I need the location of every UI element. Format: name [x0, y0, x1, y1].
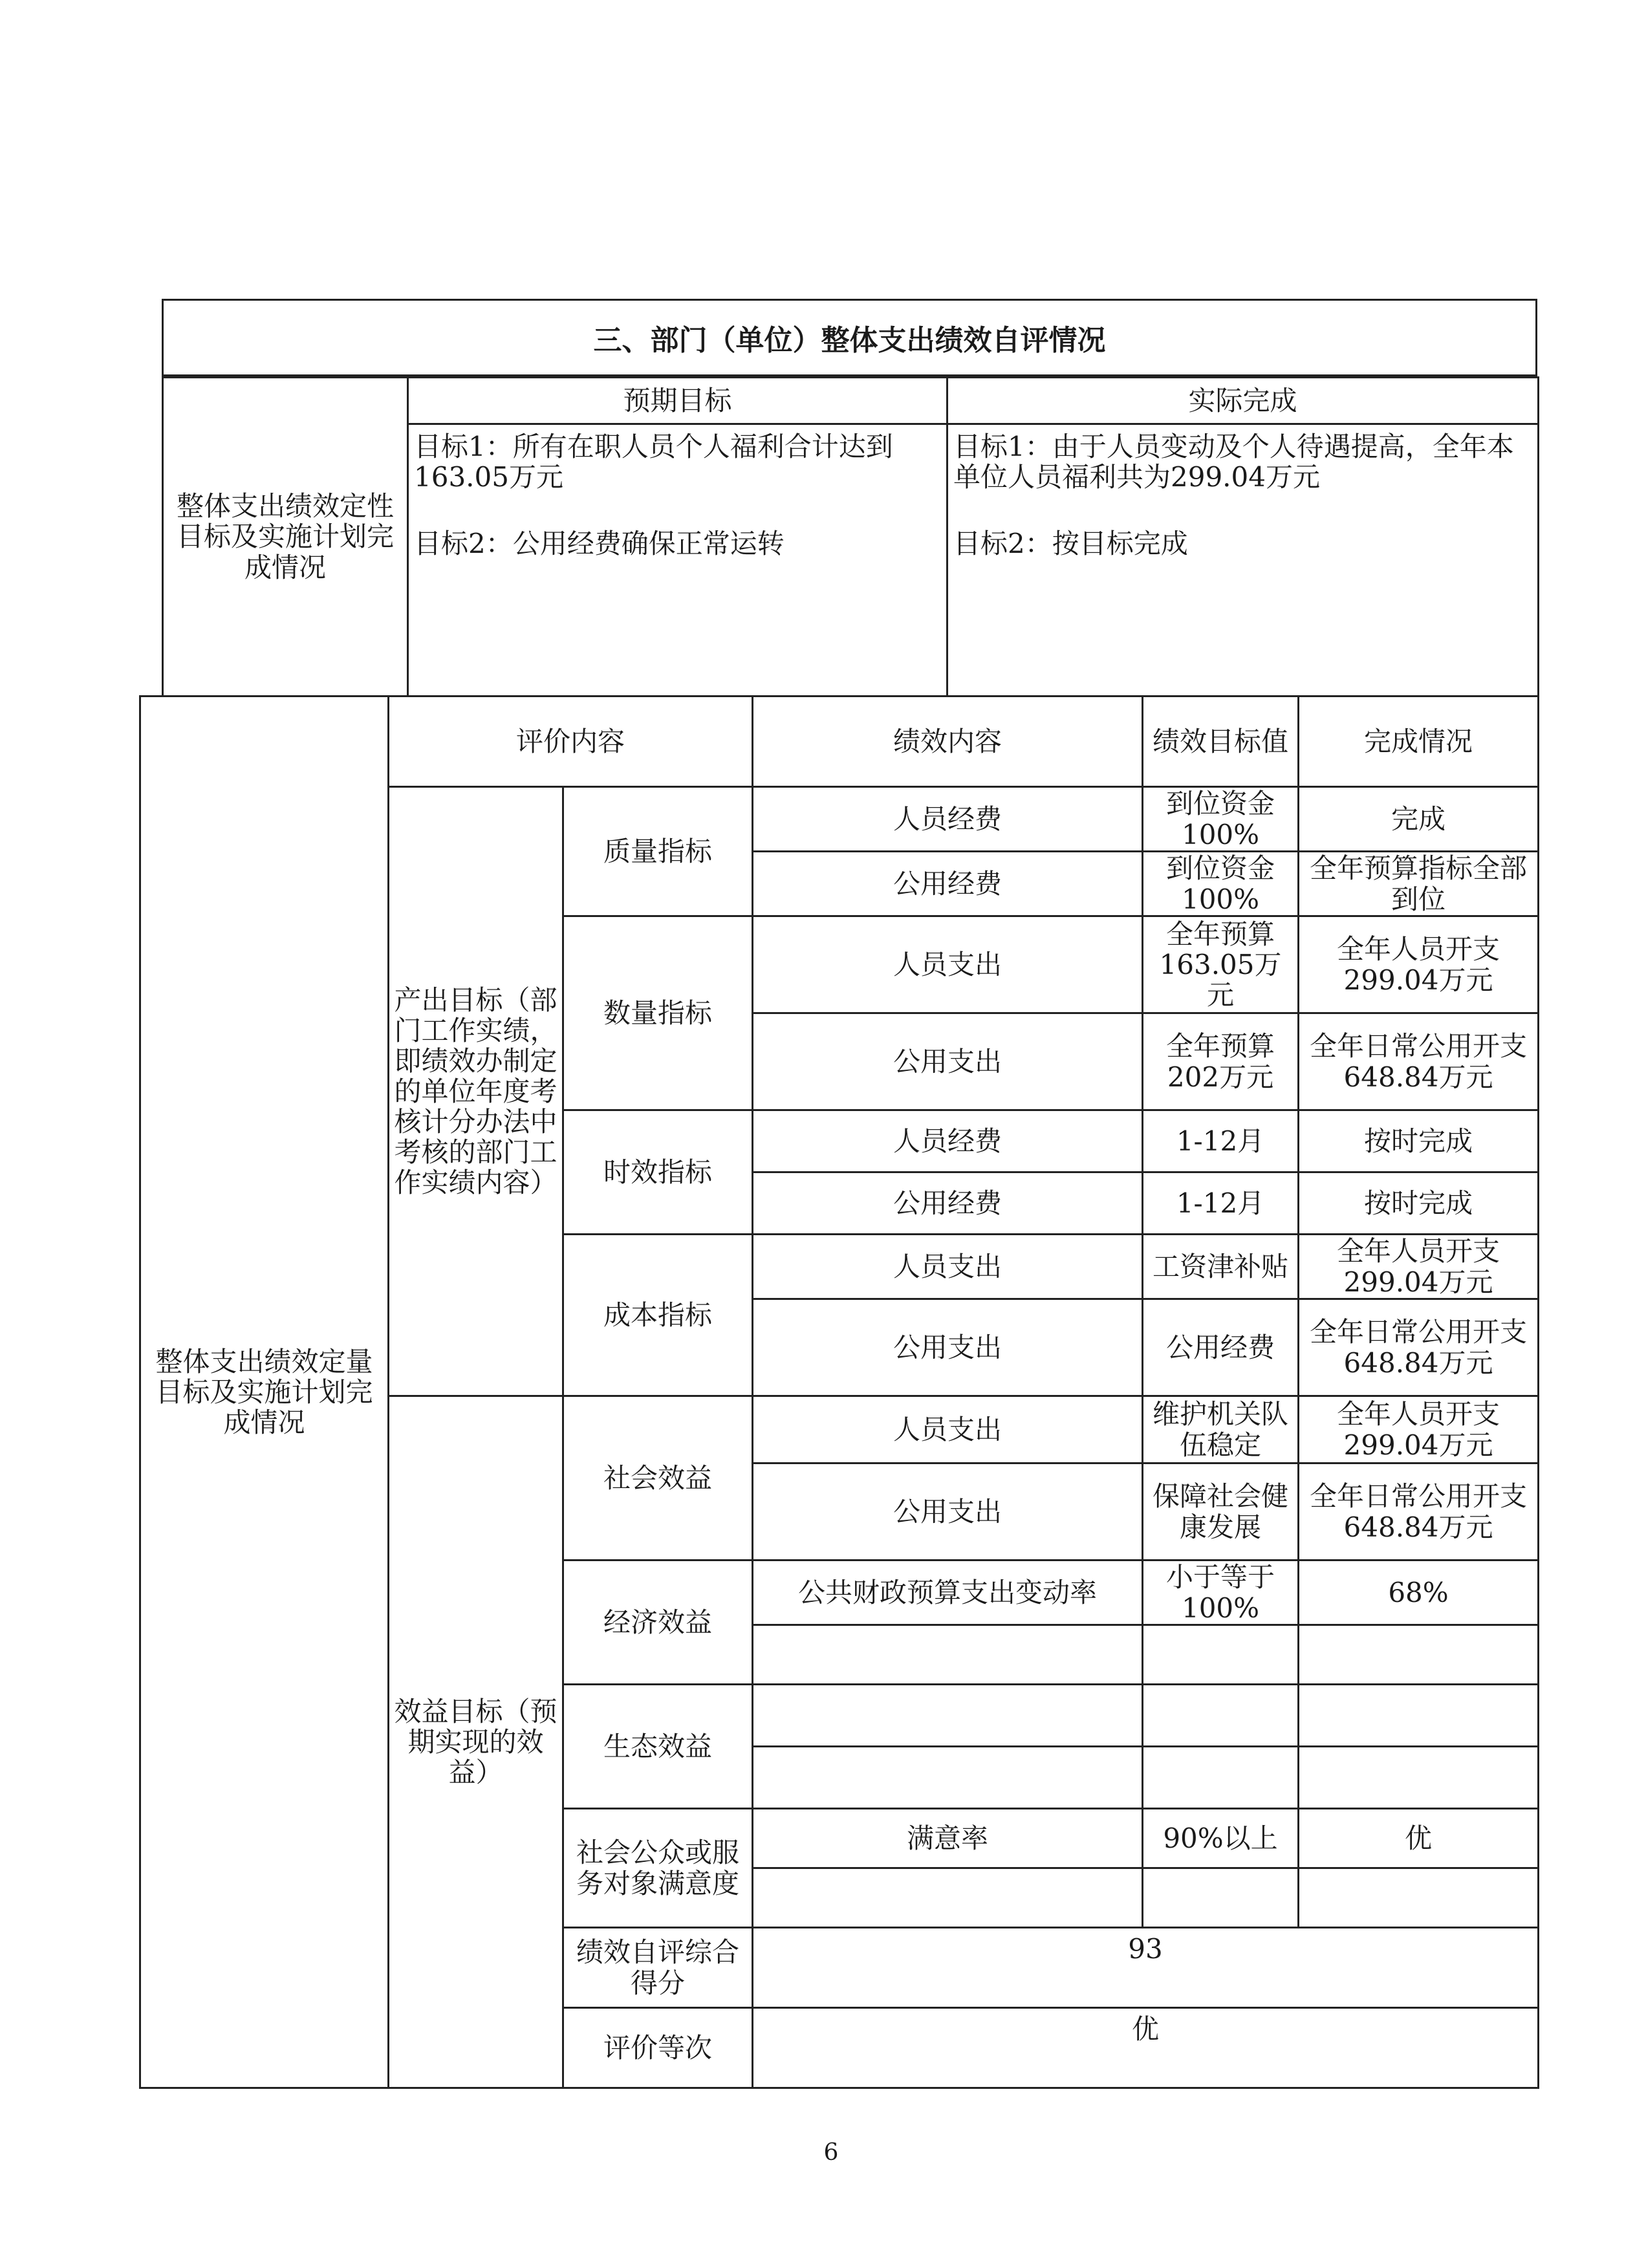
- target-value-header: 绩效目标值: [1143, 697, 1299, 787]
- timeliness-indicator-label: 时效指标: [563, 1110, 753, 1235]
- cost-indicator-label: 成本指标: [563, 1235, 753, 1396]
- grade-value: 优: [753, 2008, 1539, 2088]
- table-cell: 全年预算202万元: [1143, 1013, 1299, 1110]
- table-cell: 小于等于100%: [1143, 1561, 1299, 1625]
- table-cell: 人员经费: [753, 787, 1143, 852]
- table-cell: 人员经费: [753, 1110, 1143, 1172]
- table-cell: 全年预算163.05万元: [1143, 916, 1299, 1013]
- table-cell: 全年日常公用开支648.84万元: [1299, 1299, 1539, 1396]
- table-cell: 到位资金100%: [1143, 787, 1299, 852]
- quantitative-row-label: 整体支出绩效定量目标及实施计划完成情况: [140, 697, 389, 2088]
- table-cell: 到位资金100%: [1143, 852, 1299, 916]
- table-cell: 按时完成: [1299, 1172, 1539, 1235]
- table-cell: [1299, 1685, 1539, 1747]
- actual-completion-header: 实际完成: [947, 378, 1539, 424]
- table-cell: 工资津补贴: [1143, 1235, 1299, 1299]
- table-cell: 全年日常公用开支648.84万元: [1299, 1463, 1539, 1561]
- table-cell: 全年人员开支299.04万元: [1299, 916, 1539, 1013]
- table-cell: 68%: [1299, 1561, 1539, 1625]
- table-cell: [1143, 1685, 1299, 1747]
- table-cell: 公用支出: [753, 1463, 1143, 1561]
- table-cell: 人员支出: [753, 916, 1143, 1013]
- section-title-table: [162, 299, 1537, 376]
- table-cell: 人员支出: [753, 1396, 1143, 1463]
- score-value: 93: [753, 1928, 1539, 2008]
- quality-indicator-label: 质量指标: [563, 787, 753, 916]
- table-cell: 满意率: [753, 1809, 1143, 1868]
- table-cell: [753, 1747, 1143, 1809]
- table-cell: 公用经费: [753, 1172, 1143, 1235]
- quantitative-goals-table: [139, 695, 1539, 2089]
- output-goal-label: 产出目标（部门工作实绩，即绩效办制定的单位年度考核计分办法中考核的部门工作实绩内容）: [389, 787, 563, 1396]
- page-number: 6: [823, 2139, 839, 2166]
- eval-content-header: 评价内容: [389, 697, 753, 787]
- table-cell: 全年人员开支299.04万元: [1299, 1396, 1539, 1463]
- table-cell: [1143, 1625, 1299, 1685]
- section-title: 三、部门（单位）整体支出绩效自评情况: [163, 300, 1537, 376]
- completion-header: 完成情况: [1299, 697, 1539, 787]
- expected-goal-2: 目标2：公用经费确保正常运转: [414, 528, 785, 560]
- table-cell: 1-12月: [1143, 1110, 1299, 1172]
- table-cell: [753, 1625, 1143, 1685]
- qualitative-row-label: 整体支出绩效定性目标及实施计划完成情况: [163, 378, 408, 697]
- table-cell: [753, 1685, 1143, 1747]
- table-cell: [1299, 1868, 1539, 1928]
- table-cell: 1-12月: [1143, 1172, 1299, 1235]
- ecological-benefit-label: 生态效益: [563, 1685, 753, 1809]
- grade-label: 评价等次: [563, 2008, 753, 2088]
- table-cell: 公用支出: [753, 1299, 1143, 1396]
- table-cell: 优: [1299, 1809, 1539, 1868]
- actual-goal-1: 目标1：由于人员变动及个人待遇提高，全年本单位人员福利共为299.04万元: [953, 431, 1514, 493]
- table-cell: 90%以上: [1143, 1809, 1299, 1868]
- quantity-indicator-label: 数量指标: [563, 916, 753, 1110]
- table-cell: 保障社会健康发展: [1143, 1463, 1299, 1561]
- table-cell: [1143, 1868, 1299, 1928]
- perf-content-header: 绩效内容: [753, 697, 1143, 787]
- table-cell: 公用支出: [753, 1013, 1143, 1110]
- expected-goal-header: 预期目标: [408, 378, 947, 424]
- social-benefit-label: 社会效益: [563, 1396, 753, 1561]
- benefit-goal-label: 效益目标（预期实现的效益）: [389, 1396, 563, 2088]
- table-cell: 维护机关队伍稳定: [1143, 1396, 1299, 1463]
- table-cell: 全年日常公用开支648.84万元: [1299, 1013, 1539, 1110]
- satisfaction-label: 社会公众或服务对象满意度: [563, 1809, 753, 1928]
- qualitative-goals-table: [162, 376, 1539, 697]
- score-label: 绩效自评综合得分: [563, 1928, 753, 2008]
- actual-goals-cell: [947, 424, 1539, 697]
- table-cell: 按时完成: [1299, 1110, 1539, 1172]
- table-cell: 公用经费: [1143, 1299, 1299, 1396]
- table-cell: 完成: [1299, 787, 1539, 852]
- table-cell: 人员支出: [753, 1235, 1143, 1299]
- table-cell: [753, 1868, 1143, 1928]
- table-cell: 全年人员开支299.04万元: [1299, 1235, 1539, 1299]
- table-cell: [1299, 1747, 1539, 1809]
- expected-goal-1: 目标1：所有在职人员个人福利合计达到163.05万元: [414, 431, 893, 493]
- actual-goal-2: 目标2：按目标完成: [953, 528, 1188, 560]
- table-cell: 公用经费: [753, 852, 1143, 916]
- expected-goals-cell: [408, 424, 947, 697]
- table-cell: [1299, 1625, 1539, 1685]
- table-cell: [1143, 1747, 1299, 1809]
- economic-benefit-label: 经济效益: [563, 1561, 753, 1685]
- table-cell: 公共财政预算支出变动率: [753, 1561, 1143, 1625]
- table-cell: 全年预算指标全部到位: [1299, 852, 1539, 916]
